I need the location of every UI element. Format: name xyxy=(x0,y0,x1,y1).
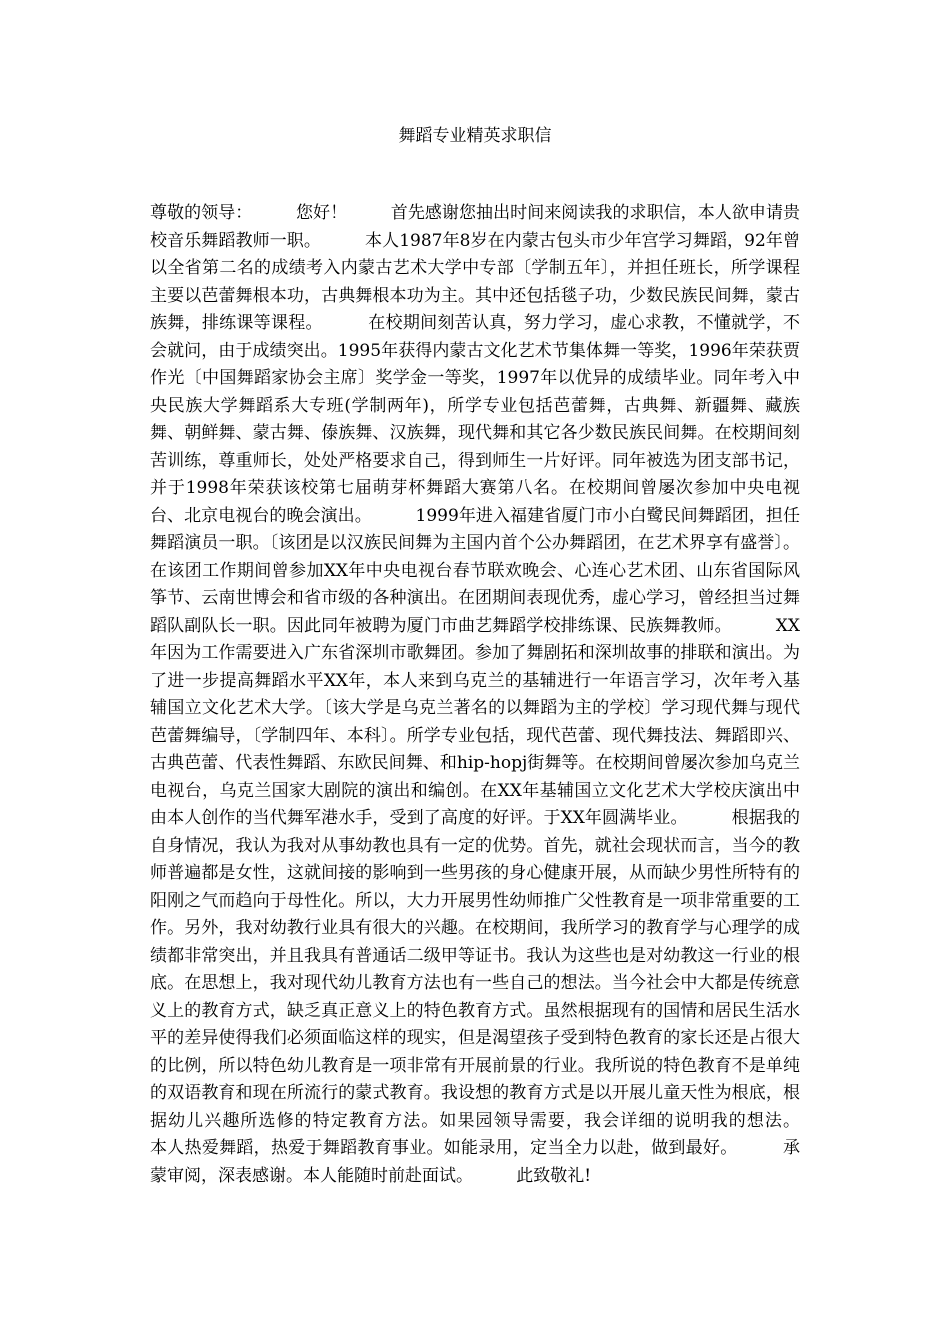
document-title: 舞蹈专业精英求职信 xyxy=(398,126,552,146)
document-body: 尊敬的领导： 您好！ 首先感谢您抽出时间来阅读我的求职信，本人欲申请贵校音乐舞蹈教师一职。 本人1987年8岁在内蒙古包头市少年宫学习舞蹈，92年曾以全省第二名的成绩考入内蒙古艺术大学中专部〔学制五年〕，并担任班长，所学课程主要以芭蕾舞根本功，古典舞根本功为主。其中还包括毯子功，少数民族民间舞，蒙古族舞，排练课等课程。 在校期间刻苦认真，努力学习，虚心求教，不懂就学，不会就问，由于成绩突出。1995年获得内蒙古文化艺术节集体舞一等奖，1996年荣获贾作光〔中国舞蹈家协会主席〕奖学金一等奖，1997年以优异的成绩毕业。同年考入中央民族大学舞蹈系大专班(学制两年)，所学专业包括芭蕾舞，古典舞、新疆舞、藏族舞、朝鲜舞、蒙古舞、傣族舞、汉族舞，现代舞和其它各少数民族民间舞。在校期间刻苦训练，尊重师长，处处严格要求自己，得到师生一片好评。同年被选为团支部书记，并于1998年荣获该校第七届萌芽杯舞蹈大赛第八名。在校期间曾屡次参加中央电视台、北京电视台的晚会演出。 1999年进入福建省厦门市小白鹭民间舞蹈团，担任舞蹈演员一职。〔该团是以汉族民间舞为主国内首个公办舞蹈团，在艺术界享有盛誉〕。在该团工作期间曾参加XX年中央电视台春节联欢晚会、心连心艺术团、山东省国际风筝节、云南世博会和省市级的各种演出。在团期间表现优秀，虚心学习，曾经担当过舞蹈队副队长一职。因此同年被聘为厦门市曲艺舞蹈学校排练课、民族舞教师。 XX年因为工作需要进入广东省深圳市歌舞团。参加了舞剧拓和深圳故事的排联和演出。为了进一步提高舞蹈水平XX年，本人来到乌克兰的基辅进行一年语言学习，次年考入基辅国立文化艺术大学。〔该大学是乌克兰著名的以舞蹈为主的学校〕学习现代舞与现代芭蕾舞编导，〔学制四年、本科〕。所学专业包括，现代芭蕾、现代舞技法、舞蹈即兴、古典芭蕾、代表性舞蹈、东欧民间舞、和hip-hopj街舞等。在校期间曾屡次参加乌克兰电视台，乌克兰国家大剧院的演出和编创。在XX年基辅国立文化艺术大学校庆演出中由本人创作的当代舞军港水手，受到了高度的好评。于XX年圆满毕业。 根据我的自身情况，我认为我对从事幼教也具有一定的优势。首先，就社会现状而言，当今的教师普遍都是女性，这就间接的影响到一些男孩的身心健康开展，从而缺少男性所特有的阳刚之气而趋向于母性化。所以，大力开展男性幼师推广父性教育是一项非常重要的工作。另外，我对幼教行业具有很大的兴趣。在校期间，我所学习的教育学与心理学的成绩都非常突出，并且我具有普通话二级甲等证书。我认为这些也是对幼教这一行业的根底。在思想上，我对现代幼儿教育方法也有一些自己的想法。当今社会中大都是传统意义上的教育方式，缺乏真正意义上的特色教育方式。虽然根据现有的国情和居民生活水平的差异使得我们必须面临这样的现实，但是渴望孩子受到特色教育的家长还是占很大的比例，所以特色幼儿教育是一项非常有开展前景的行业。我所说的特色教育不是单纯的双语教育和现在所流行的蒙式教育。我设想的教育方式是以开展儿童天性为根底，根据幼儿兴趣所选修的特定教育方法。如果园领导需要，我会详细的说明我的想法。 本人热爱舞蹈，热爱于舞蹈教育事业。如能录用，定当全力以赴，做到最好。 承蒙审阅，深表感谢。本人能随时前赴面试。 此致敬礼! xyxy=(150,203,844,1186)
